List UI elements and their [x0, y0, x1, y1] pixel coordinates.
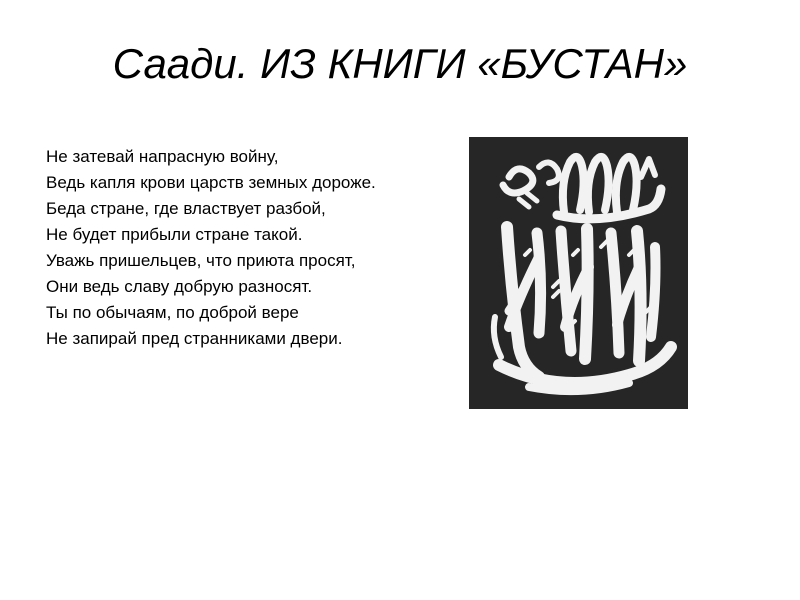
poem-line: Ты по обычаям, по доброй вере — [46, 303, 299, 322]
poem-line: Не затевай напрасную войну, — [46, 147, 279, 166]
poem-line: Беда стране, где властвует разбой, — [46, 199, 326, 218]
calligraphy-image — [469, 137, 688, 409]
poem-line: Не будет прибыли стране такой. — [46, 225, 303, 244]
poem-line: Уважь пришельцев, что приюта просят, — [46, 251, 356, 270]
poem-line: Ведь капля крови царств земных дороже. — [46, 173, 376, 192]
slide-title: Саади. ИЗ КНИГИ «БУСТАН» — [112, 40, 688, 87]
poem-line: Они ведь славу добрую разносят. — [46, 277, 313, 296]
poem-line: Не запирай пред странниками двери. — [46, 329, 343, 348]
arabic-calligraphy-icon — [469, 137, 688, 409]
poem-text — [46, 145, 426, 353]
